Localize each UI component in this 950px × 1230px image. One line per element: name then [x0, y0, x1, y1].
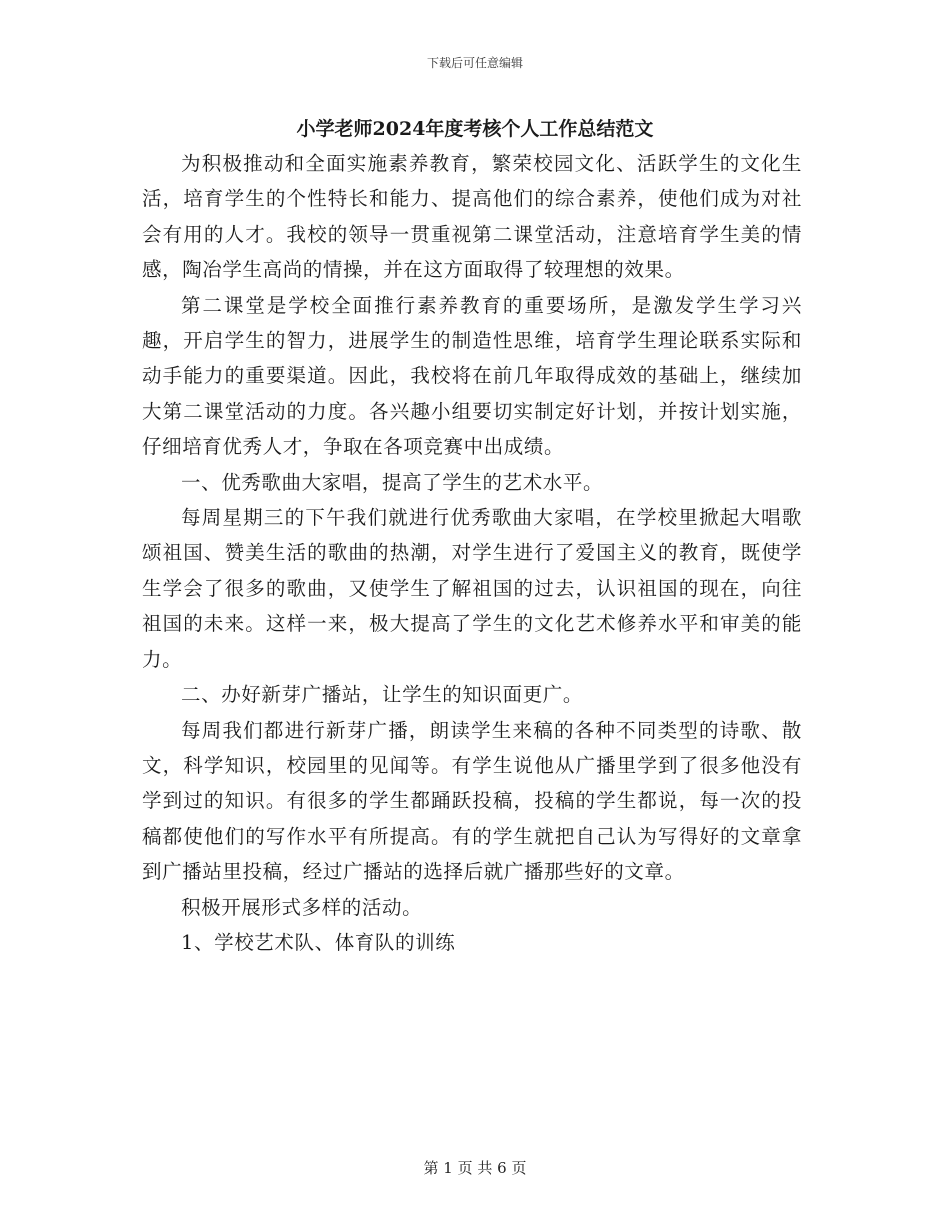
paragraph-intro: 为积极推动和全面实施素养教育，繁荣校园文化、活跃学生的文化生活，培育学生的个性特长和能力、提高他们的综合素养，使他们成为对社会有用的人才。我校的领导一贯重视第二课堂活动，注意培育学生美的情感，陶冶学生高尚的情操，并在这方面取得了较理想的效果。: [142, 152, 802, 282]
document-title: 小学老师2024年度考核个人工作总结范文: [296, 118, 654, 140]
header-note: 下载后可任意编辑: [426, 56, 523, 70]
document-body: [142, 146, 802, 960]
paragraph-broadcast: 每周我们都进行新芽广播，朗读学生来稿的各种不同类型的诗歌、散文，科学知识，校园里的见闻等。有学生说他从广播里学到了很多他没有学到过的知识。有很多的学生都踊跃投稿，投稿的学生都说，每一次的投稿都使他们的写作水平有所提高。有的学生就把自己认为写得好的文章拿到广播站里投稿，经过广播站的选择后就广播那些好的文章。: [142, 718, 802, 884]
section-heading-broadcast: 二、办好新芽广播站，让学生的知识面更广。: [181, 683, 584, 707]
section-heading-songs: 一、优秀歌曲大家唱，提高了学生的艺术水平。: [181, 470, 604, 494]
paragraph-songs: 每周星期三的下午我们就进行优秀歌曲大家唱，在学校里掀起大唱歌颂祖国、赞美生活的歌曲的热潮，对学生进行了爱国主义的教育，既使学生学会了很多的歌曲，又使学生了解祖国的过去，认识祖国的现在，向往祖国的未来。这样一来，极大提高了学生的文化艺术修养水平和审美的能力。: [142, 506, 802, 671]
page-indicator: 第 1 页 共 6 页: [423, 1159, 527, 1177]
section-heading-activities: 积极开展形式多样的活动。: [181, 895, 423, 919]
list-item-training: 1、学校艺术队、体育队的训练: [181, 930, 456, 954]
paragraph-second-classroom: 第二课堂是学校全面推行素养教育的重要场所，是激发学生学习兴趣，开启学生的智力，进展学生的制造性思维，培育学生理论联系实际和动手能力的重要渠道。因此，我校将在前几年取得成效的基础上，继续加大第二课堂活动的力度。各兴趣小组要切实制定好计划，并按计划实施，仔细培育优秀人才，争取在各项竞赛中出成绩。: [142, 293, 802, 459]
